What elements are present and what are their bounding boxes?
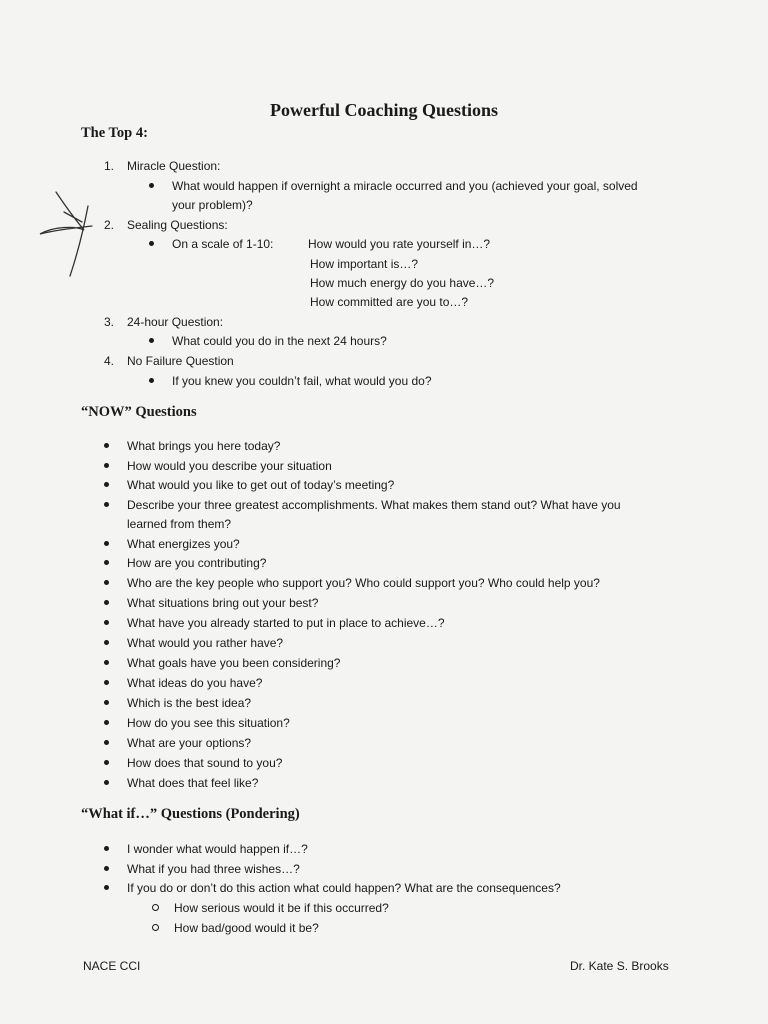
page-title: Powerful Coaching Questions xyxy=(269,100,498,120)
list-item: 24-hour Question: xyxy=(127,315,224,329)
list-number: 4. xyxy=(104,354,115,368)
list-item: What would you like to get out of today’s meeting? xyxy=(127,478,395,492)
list-item: What would you rather have? xyxy=(127,636,284,650)
list-number: 3. xyxy=(104,315,115,329)
footer-left: NACE CCI xyxy=(83,959,141,973)
list-item: What would happen if overnight a miracle occurred and you (achieved your goal, solved xyxy=(172,179,638,193)
bullet-icon xyxy=(104,497,109,513)
sub-list-item: How serious would it be if this occurred? xyxy=(174,901,389,915)
list-item: How are you contributing? xyxy=(127,556,267,570)
sub-list-item: How bad/good would it be? xyxy=(174,921,319,935)
list-item: Describe your three greatest accomplishments. What makes them stand out? What have you xyxy=(127,498,621,512)
scale-question: How important is…? xyxy=(310,257,419,271)
list-item-continued: learned from them? xyxy=(127,517,232,531)
now-heading: “NOW” Questions xyxy=(81,404,197,420)
bullet-icon xyxy=(104,695,109,711)
list-item: What have you already started to put in place to achieve…? xyxy=(127,616,445,630)
list-item: What could you do in the next 24 hours? xyxy=(172,334,387,348)
list-item: Miracle Question: xyxy=(127,159,221,173)
bullet-icon xyxy=(104,880,109,896)
scale-question: How would you rate yourself in…? xyxy=(308,237,491,251)
bullet-icon xyxy=(104,655,109,671)
list-item: Which is the best idea? xyxy=(127,696,252,710)
scale-label: On a scale of 1-10: xyxy=(172,237,274,251)
bullet-icon xyxy=(149,333,154,349)
bullet-icon xyxy=(104,715,109,731)
bullet-icon xyxy=(104,775,109,791)
list-item: What does that feel like? xyxy=(127,776,259,790)
list-item: What are your options? xyxy=(127,736,252,750)
list-item: What situations bring out your best? xyxy=(127,596,319,610)
bullet-icon xyxy=(104,861,109,877)
list-item: What if you had three wishes…? xyxy=(127,862,300,876)
list-number: 1. xyxy=(104,159,115,173)
list-item: How does that sound to you? xyxy=(127,756,283,770)
bullet-icon xyxy=(104,635,109,651)
list-item: What ideas do you have? xyxy=(127,676,263,690)
sub-bullet-icon xyxy=(152,920,159,936)
bullet-icon xyxy=(104,615,109,631)
top4-heading: The Top 4: xyxy=(81,125,148,141)
bullet-icon xyxy=(104,536,109,552)
list-item: Who are the key people who support you? Who could support you? Who could help you? xyxy=(127,576,600,590)
bullet-icon xyxy=(104,438,109,454)
bullet-icon xyxy=(104,595,109,611)
bullet-icon xyxy=(104,575,109,591)
bullet-icon xyxy=(149,178,154,194)
list-item: How would you describe your situation xyxy=(127,459,332,473)
list-item: Sealing Questions: xyxy=(127,218,228,232)
bullet-icon xyxy=(104,458,109,474)
list-item-continued: your problem)? xyxy=(172,198,253,212)
bullet-icon xyxy=(104,841,109,857)
whatif-heading: “What if…” Questions (Pondering) xyxy=(81,806,300,822)
bullet-icon xyxy=(104,477,109,493)
bullet-icon xyxy=(104,555,109,571)
bullet-icon xyxy=(104,675,109,691)
scale-question: How committed are you to…? xyxy=(310,295,469,309)
list-item: What brings you here today? xyxy=(127,439,281,453)
list-item: What goals have you been considering? xyxy=(127,656,341,670)
handwritten-signature xyxy=(34,182,114,282)
bullet-icon xyxy=(104,735,109,751)
list-item: How do you see this situation? xyxy=(127,716,290,730)
list-item: If you do or don’t do this action what could happen? What are the consequences? xyxy=(127,881,561,895)
footer-right: Dr. Kate S. Brooks xyxy=(570,959,669,973)
bullet-icon xyxy=(104,755,109,771)
bullet-icon xyxy=(149,373,154,389)
scale-question: How much energy do you have…? xyxy=(310,276,495,290)
list-item: I wonder what would happen if…? xyxy=(127,842,308,856)
list-item: What energizes you? xyxy=(127,537,240,551)
sub-bullet-icon xyxy=(152,900,159,916)
bullet-icon xyxy=(149,236,154,252)
list-item: If you knew you couldn’t fail, what would you do? xyxy=(172,374,432,388)
list-item: No Failure Question xyxy=(127,354,234,368)
list-number: 2. xyxy=(104,218,115,232)
